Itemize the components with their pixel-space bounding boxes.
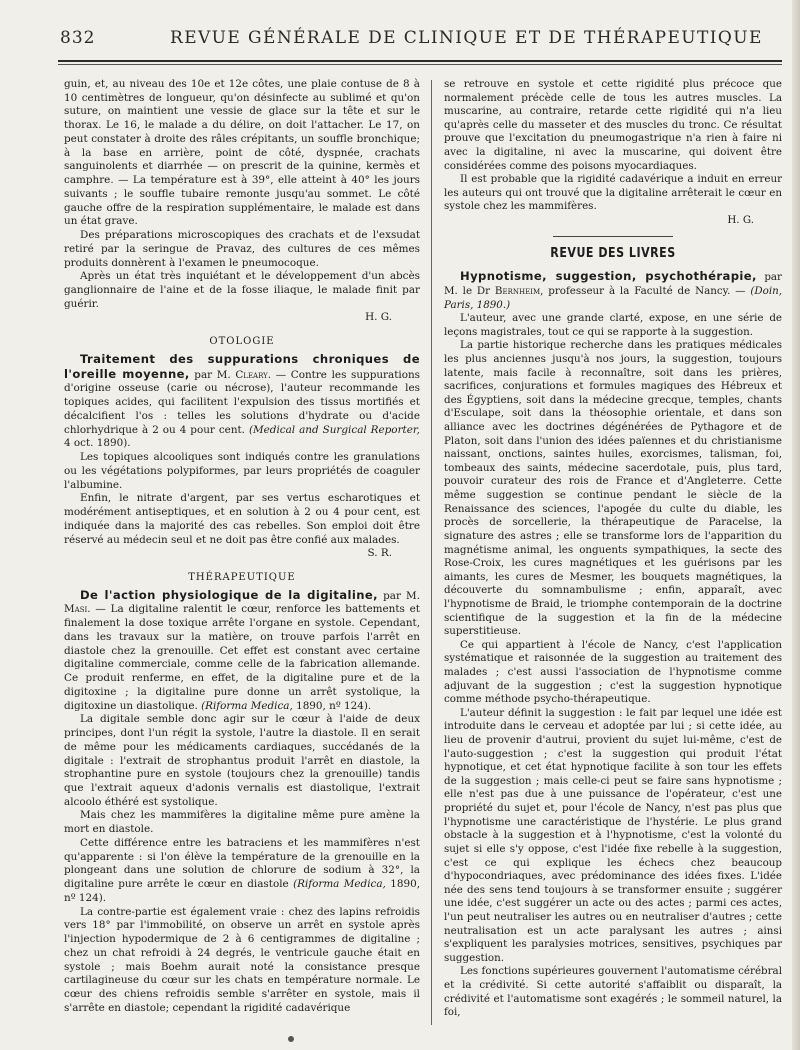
article-otologie [64,353,420,451]
byline: par M. [377,589,420,602]
footer-mark [288,1036,294,1042]
signature: S. R. [367,547,392,560]
article-body: . — Contre les suppurations d'origine osseuse (carie ou nécrose), l'auteur recommande les topiques acides, qui facilitent l'expulsion des tissus mortifiés et décalcifient l'os : telles les solutions d'hydrate ou d'acide chlorhydrique à 2 ou 4 pour cent. [64,368,420,436]
column-divider [431,80,432,1025]
scan-edge [792,0,800,1050]
paragraph: Il est probable que la rigidité cadavérique a induit en erreur les auteurs qui ont trouvé que la digitaline arrêterait le cœur en systole chez les mammifères. [444,173,782,213]
left-column [64,78,420,1015]
journal-reference: (Riforma Medica, [293,878,386,891]
author-name: Bernheim [494,284,541,297]
reference-date: 4 oct. 1890). [64,437,131,450]
paragraph: L'auteur, avec une grande clarté, expose, en une série de leçons magistrales, tout ce qui se rapporte à la suggestion. [444,312,782,338]
section-heading-revue-des-livres: REVUE DES LIVRES [550,245,676,261]
article-digitaline [64,589,420,714]
signature: H. G. [727,214,754,227]
article-title: De l'action physiologique de la digitaline, [80,587,378,602]
paragraph: Après un état très inquiétant et le développement d'un abcès ganglionnaire de l'aine et de la fosse iliaque, le malade finit par guérir. [64,270,420,310]
article-body: . — La digitaline ralentit le cœur, renforce les battements et finalement la dose toxique arrête l'organe en systole. Cependant, dans les travaux sur la matière, on trouve parfois l'arrêt en diastole chez la grenouille. Cet effet est constant avec certaine digitaline commerciale, comme celle de la fabrication allemande. Ce produit renferme, en effet, de la digitaline pure et de la digitoxine ; la digitaline pure donne un arrêt systolique, la digitoxine un diastolique. [64,603,420,712]
page-number: 832 [60,28,96,48]
paragraph: La contre-partie est également vraie : chez des lapins refroidis vers 18° par l'immobilité, on observe un arrêt en systole après l'injection hypodermique de 2 à 6 centigrammes de digitaline ; chez un chat refroidi à 24 degrés, le ventricule gauche était en systole ; mais Boehm aurait noté la consistance presque cartilagineuse du cœur sur les chats en température normale. Le cœur des chiens refroidis semble s'arrêter en systole, mais il s'arrête en diastole; cependant la rigidité cadavérique [64,905,420,1014]
paragraph: La partie historique recherche dans les pratiques médicales les plus anciennes jusqu'à nos jours, la suggestion, toujours latente, mais facile à reconnaître, soit dans les prières, sacrifices, conjurations et formules magiques des Hébreux et des Égyptiens, soit dans la médecine grecque, temples, chants d'Esculape, soit dans la théosophie orientale, et dans son alliance avec les doctrines dégénérées de Pythagore et de Platon, soit dans l'union des idées païennes et du christianisme naissant, onctions, saintes huiles, exorcismes, talisman, foi, tombeaux des saints, médecine sacerdotale, puis, plus tard, pouvoir curateur des rois de France et d'Angleterre. Cette même suggestion se continue pendant le siècle de la Renaissance des sciences, l'apogée du culte du diable, les procès de sorcellerie, la thérapeutique de Paracelse, la signature des astres ; elle se transforme lors de l'apparition du magnétisme animal, les onguents sympathiques, la secte des Rose-Croix, les cures magnétiques et les guérisons par les aimants, les cures de Mesmer, les bouquets magnétiques, la découverte du somnambulisme ; enfin, apparaît, avec l'hypnotisme de Braid, le triomphe contemporain de la doctrine scientifique de la suggestion et la fin de la médecine superstitieuse. [444,339,782,638]
paragraph: Enfin, le nitrate d'argent, par ses vertus escharotiques et modérément antiseptiques, et en solution à 2 ou 4 pour cent, est indiquée dans la majorité des cas rebelles. Son emploi doit être réservé au médecin seul et ne doit pas être confié aux malades. [64,492,420,546]
paragraph: Ce qui appartient à l'école de Nancy, c'est l'application systématique et raisonnée de la suggestion au traitement des malades ; c'est aussi l'association de l'hypnotisme comme adjuvant de la suggestion ; c'est la suggestion hypnotique comme méthode psycho-thérapeutique. [444,638,782,706]
author-name: Masi [64,603,88,616]
reference-date: 1890, nº 124). [292,699,372,712]
paragraph: guin, et, au niveau des 10e et 12e côtes, une plaie contuse de 8 à 10 centimètres de longueur, qu'on désinfecte au sublimé et qu'on suture, on maintient une vessie de glace sur la tête et sur le thorax. Le 16, le malade a du délire, on doit l'attacher. Le 17, on peut constater à droite des râles crépitants, un souffle bronchique; à la base en arrière, point de côté, dyspnée, crachats sanguinolents et diarrhée — on prescrit de la quinine, kermès et camphre. — La température est à 39°, elle atteint à 40° les jours suivants ; le souffle tubaire remonte jusqu'au sommet. Le côté gauche offre de la respiration supplémentaire, le malade est dans un état grave. [64,78,420,228]
journal-reference: (Riforma Medica, [201,699,293,712]
paragraph: Les fonctions supérieures gouvernent l'automatisme cérébral et la crédivité. Si cette autorité s'affaiblit ou disparaît, la crédivité et l'automatisme sont exagérés ; le sommeil naturel, la foi, [444,965,782,1019]
article-title: Traitement des suppurations chroniques de l'oreille moyenne, [64,351,420,381]
header-rule-thin [58,64,782,65]
section-label-otologie: OTOLOGIE [209,336,275,348]
paragraph: L'auteur définit la suggestion : le fait par lequel une idée est introduite dans le cerveau et adoptée par lui ; si cette idée, au lieu de provenir d'autrui, provient du sujet lui-même, c'est de l'auto-suggestion ; c'est la suggestion qui produit l'état hypnotique, et cet état hypnotique facilite à son tour les effets de la suggestion ; mais celle-ci peut se faire sans hypnotisme ; elle n'est pas due à une puissance de l'opérateur, c'est une propriété du sujet et, pour l'école de Nancy, n'est pas plus que l'hypnotisme une caractéristique de l'hystérie. Le plus grand obstacle à la suggestion et à l'hypnotisme, c'est la volonté du sujet si elle s'y oppose, c'est l'idée fixe rebelle à la suggestion, c'est ce qui explique les échecs chez beaucoup d'hypocondriaques, avec prédominance des idées fixes. L'idée née des sens tend toujours à se transformer ensuite ; suggérer une idée, c'est suggérer un acte ou des actes ; parmi ces actes, l'un peut neutraliser les autres ou en neutraliser d'autres ; cette neutralisation est un acte paralysant les autres ; ainsi s'expliquent les paralysies motrices, sensitives, psychiques par suggestion. [444,706,782,964]
section-label-therapeutique: THÉRAPEUTIQUE [188,571,296,583]
paragraph: Des préparations microscopiques des crachats et de l'exsudat retiré par la seringue de Pravaz, des cultures de ces mêmes produits donnèrent à l'examen le pneumocoque. [64,229,420,269]
book-entry [444,270,782,312]
journal-reference: (Medical and Surgical Reporter, [248,423,420,436]
paragraph-text: Cette différence entre les batraciens et les mammifères n'est qu'apparente : si l'on élève la température de la grenouille en la plongeant dans une solution de chlorure de sodium à 32°, la digitaline pure arrête le cœur en diastole [64,836,420,891]
paragraph [64,837,420,906]
book-title: Hypnotisme, suggestion, psychothérapie, [460,269,757,284]
signature: H. G. [365,311,392,324]
section-rule [553,236,673,237]
header-rule [58,60,782,62]
paragraph: Mais chez les mammifères la digitaline même pure amène la mort en diastole. [64,809,420,836]
paragraph: se retrouve en systole et cette rigidité plus précoce que normalement précède celle de tous les autres muscles. La muscarine, au contraire, retarde cette rigidité qui n'a lieu qu'après celle du masseter et des muscles du tronc. Ce résultat prouve que l'excitation du pneumogastrique n'a rien à faire ni avec la digitaline, ni avec la muscarine, qui doivent être considérées comme des poisons myocardiaques. [444,78,782,172]
right-column [444,78,782,1020]
byline: , professeur à la Faculté de Nancy. — [540,284,751,297]
paragraph: Les topiques alcooliques sont indiqués contre les granulations ou les végétations polypiformes, par leurs propriétés de coaguler l'albumine. [64,451,420,491]
page-header [60,24,780,50]
running-title: REVUE GÉNÉRALE DE CLINIQUE ET DE THÉRAPEUTIQUE [170,28,763,48]
byline: par M. [189,368,236,381]
reference-date: 1890, nº 124). [64,878,420,904]
author-name: Cleary [235,368,268,381]
byline: par M. le Dr [444,271,782,297]
publisher-info: (Doin, Paris, 1890.) [444,284,783,311]
paragraph: La digitale semble donc agir sur le cœur à l'aide de deux principes, dont l'un régit la systole, l'autre la diastole. Il en serait de même pour les médicaments cardiaques, succédanés de la digitale : l'extrait de strophantus produit l'arrêt en diastole, la strophantine pure en systole (toujours chez la grenouille) tandis que l'extrait aqueux d'adonis vernalis est diastolique, l'extrait alcoolo éthéré est systolique. [64,713,420,808]
